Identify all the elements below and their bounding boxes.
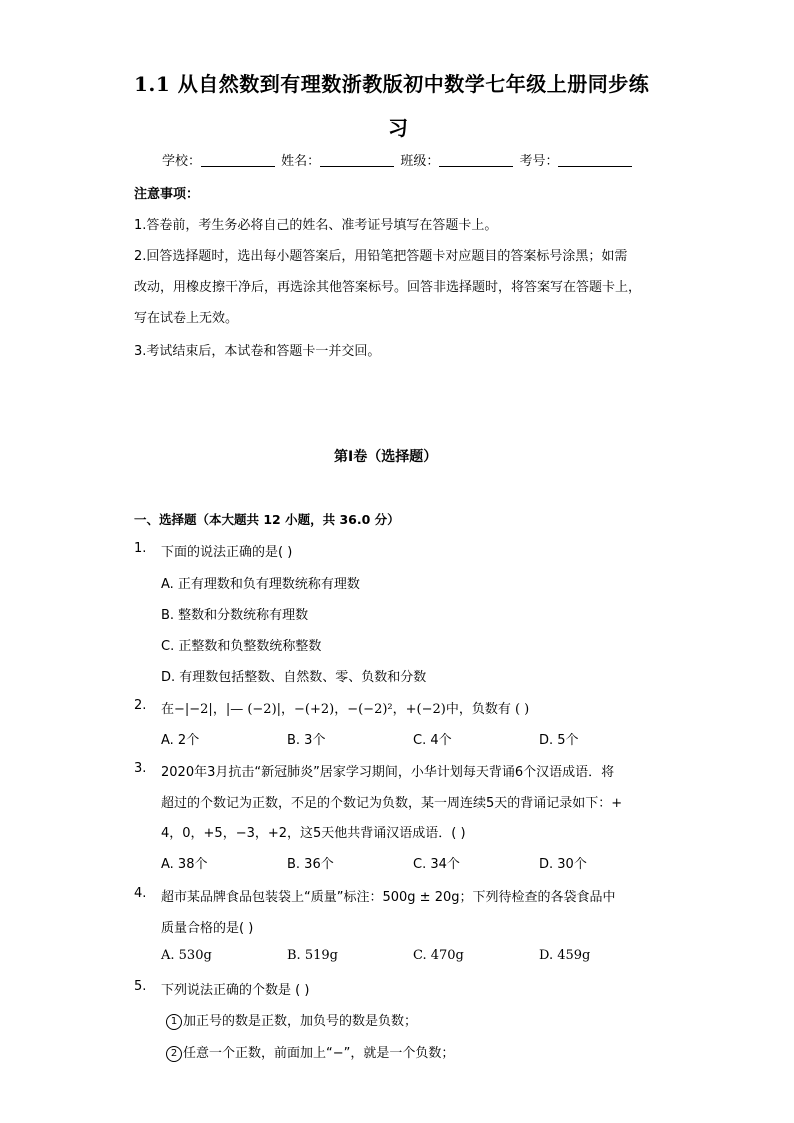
question-3-option-c[interactable]: C. 34个 (413, 857, 460, 872)
question-1-number: 1. (134, 541, 147, 556)
notice-heading: 注意事项： (134, 187, 200, 202)
question-4-option-a[interactable]: A. 530g (161, 948, 212, 963)
question-1-option-b[interactable]: B. 整数和分数统称有理数 (161, 608, 309, 623)
question-2-option-d[interactable]: D. 5个 (539, 733, 579, 748)
question-3-option-d[interactable]: D. 30个 (539, 857, 587, 872)
volume-title: 第Ⅰ卷（选择题） (334, 449, 438, 465)
school-label: 学校： (162, 154, 202, 169)
notice-2-line2: 改动，用橡皮擦干净后，再选涂其他答案标号。回答非选择题时，将答案写在答题卡上， (134, 280, 642, 295)
doc-title-line2: 习 (388, 116, 409, 140)
question-4-line1: 超市某品牌食品包装袋上“质量”标注：500g ± 20g；下列待检查的各袋食品中 (161, 890, 616, 905)
notice-2-line3: 写在试卷上无效。 (134, 311, 239, 326)
question-3-line2: 超过的个数记为正数，不足的个数记为负数，某一周连续5天的背诵记录如下：+ (161, 796, 623, 811)
question-3-number: 3. (134, 761, 147, 776)
notice-1: 1.答卷前，考生务必将自己的姓名、准考证号填写在答题卡上。 (134, 218, 498, 233)
question-5-item-2 (166, 1042, 454, 1062)
question-1-option-a[interactable]: A. 正有理数和负有理数统称有理数 (161, 577, 360, 592)
section-title: 一、选择题（本大题共 12 小题，共 36.0 分） (134, 512, 400, 527)
question-4-line2: 质量合格的是( ) (161, 921, 254, 936)
question-3-line1: 2020年3月抗击“新冠肺炎”居家学习期间，小华计划每天背诵6个汉语成语．将 (161, 765, 615, 780)
question-4-option-b[interactable]: B. 519g (287, 948, 338, 963)
notice-3: 3.考试结束后，本试卷和答题卡一并交回。 (134, 344, 381, 359)
number-label: 考号： (519, 154, 559, 169)
question-2-stem: 在−|−2|，|— (−2)|，−(+2)，−(−2)²，+(−2)中，负数有 ( ) (161, 702, 530, 717)
question-2-number: 2. (134, 698, 147, 713)
question-3-option-b[interactable]: B. 36个 (287, 857, 334, 872)
question-4-option-c[interactable]: C. 470g (413, 948, 464, 963)
question-5-item-1-text: 加正号的数是正数，加负号的数是负数； (183, 1014, 418, 1029)
class-label: 班级： (400, 154, 440, 169)
circled-number-1: 1 (166, 1014, 182, 1030)
question-4-option-d[interactable]: D. 459g (539, 948, 591, 963)
name-blank[interactable] (320, 153, 394, 167)
question-2-option-b[interactable]: B. 3个 (287, 733, 326, 748)
question-3-option-a[interactable]: A. 38个 (161, 857, 208, 872)
question-1-option-c[interactable]: C. 正整数和负整数统称整数 (161, 639, 322, 654)
question-4-number: 4. (134, 886, 147, 901)
number-blank[interactable] (558, 153, 632, 167)
question-3-line3: 4，0，+5，−3，+2，这5天他共背诵汉语成语．( ) (161, 826, 466, 841)
doc-title-line1: 1.1 从自然数到有理数浙教版初中数学七年级上册同步练 (134, 72, 650, 96)
question-5-number: 5. (134, 979, 147, 994)
notice-2-line1: 2.回答选择题时，选出每小题答案后，用铅笔把答题卡对应题目的答案标号涂黑；如需 (134, 249, 628, 264)
school-blank[interactable] (201, 153, 275, 167)
class-blank[interactable] (439, 153, 513, 167)
question-5-item-1 (166, 1010, 417, 1030)
question-2-option-a[interactable]: A. 2个 (161, 733, 200, 748)
question-2-option-c[interactable]: C. 4个 (413, 733, 452, 748)
circled-number-2: 2 (166, 1046, 182, 1062)
student-info-row (162, 150, 634, 169)
question-1-option-d[interactable]: D. 有理数包括整数、自然数、零、负数和分数 (161, 670, 427, 685)
question-5-stem: 下列说法正确的个数是 ( ) (161, 983, 310, 998)
name-label: 姓名： (281, 154, 321, 169)
question-1-stem: 下面的说法正确的是( ) (161, 545, 293, 560)
question-5-item-2-text: 任意一个正数，前面加上“−”，就是一个负数； (183, 1046, 455, 1061)
